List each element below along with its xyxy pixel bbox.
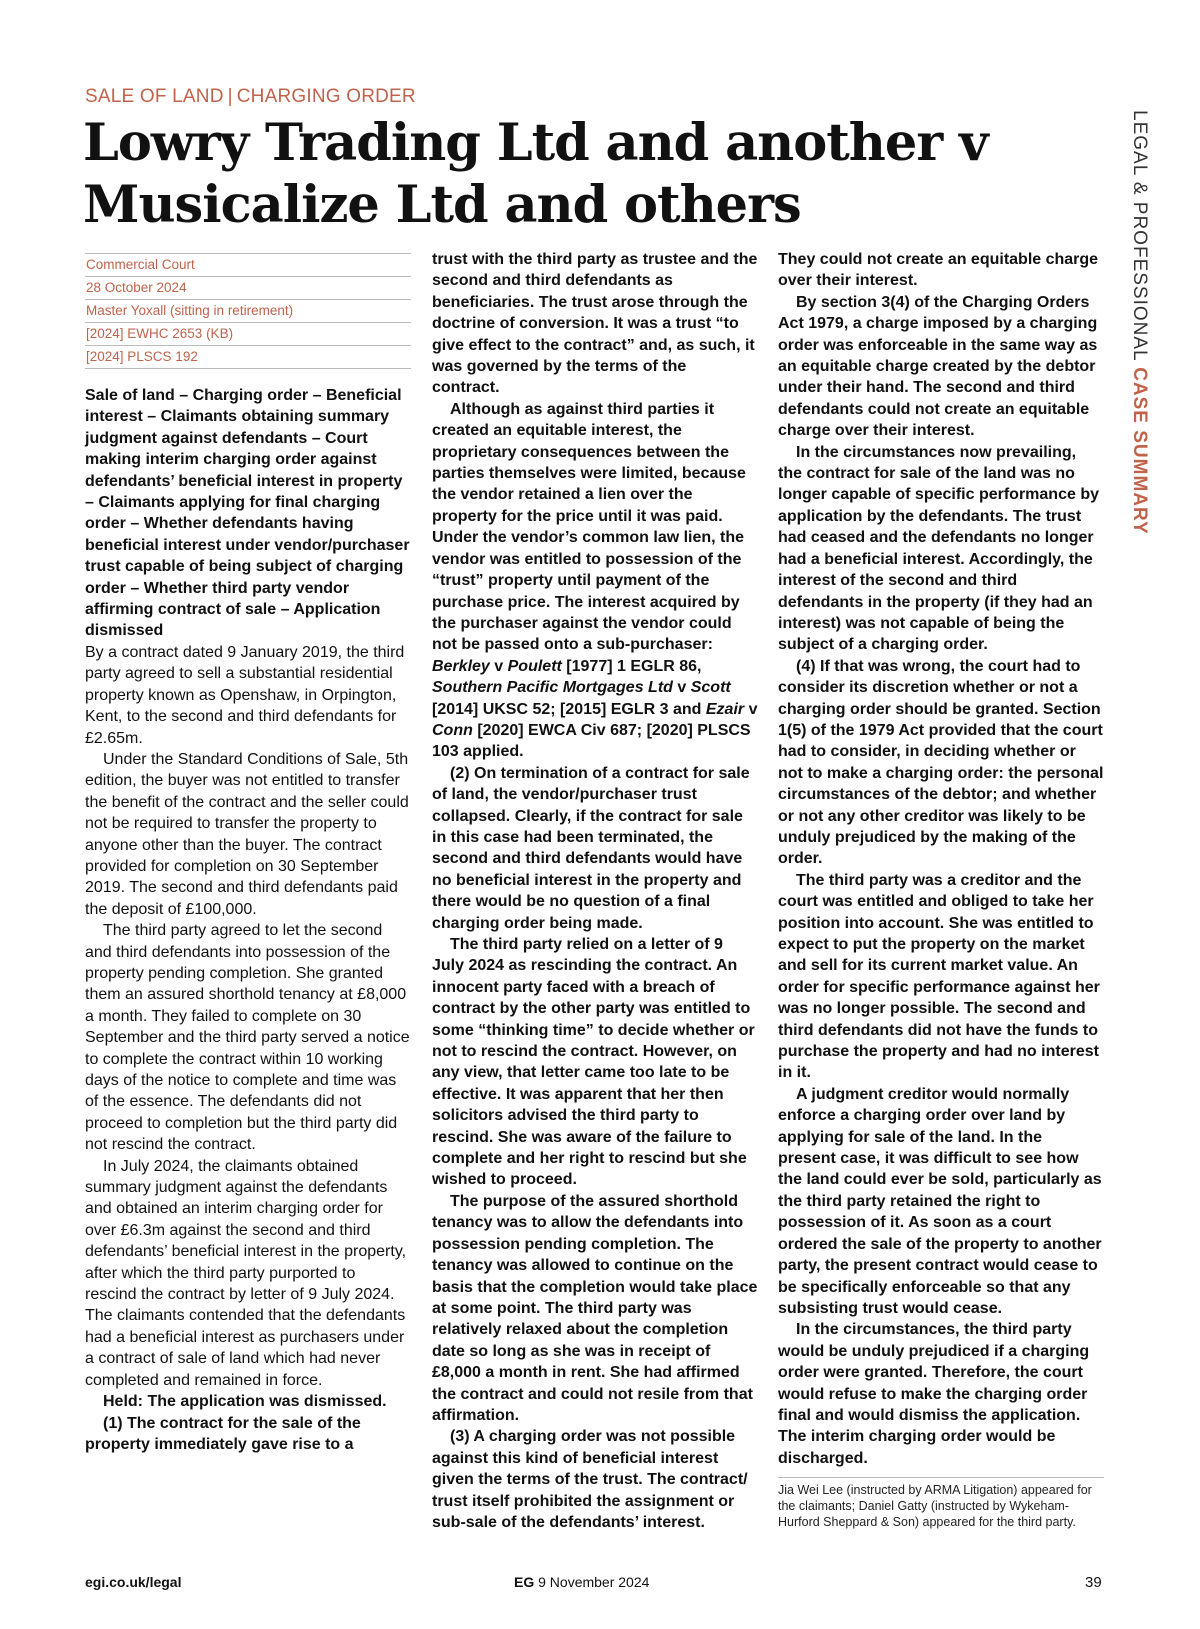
meta-date: 28 October 2024 <box>85 277 411 300</box>
column-3 <box>778 249 1104 1530</box>
citation-ref: [2020] EWCA Civ 687; [2020] PLSCS 103 applied. <box>432 721 751 761</box>
body-paragraph: trust with the third party as trustee and the second and third defendants as beneficiaries. The trust arose through the doctrine of conversion. It was a trust “to give effect to the contract” and, as such, it was governed by the terms of the contract. <box>432 251 758 397</box>
body-paragraph: The third party agreed to let the second and third defendants into possession of the property pending completion. She granted them an assured shorthold tenancy at £8,000 a month. They failed to complete on 30 September and the third party served a notice to complete the contract within 10 working days of the notice to complete and time was of the essence. The defendants did not proceed to completion but the third party did not rescind the contract. <box>85 922 410 1154</box>
held-statement: Held: The application was dismissed. <box>103 1393 387 1411</box>
vertical-section-label <box>1130 110 1170 550</box>
case-name: Scott <box>690 679 731 697</box>
sidebar-accent: CASE SUMMARY <box>1129 367 1150 535</box>
footer-issue <box>514 1574 649 1590</box>
meta-plscs: [2024] PLSCS 192 <box>85 346 411 369</box>
sidebar-section: LEGAL & PROFESSIONAL <box>1129 110 1150 361</box>
kicker-separator: | <box>227 86 233 107</box>
kicker-category: SALE OF LAND <box>85 86 224 107</box>
body-paragraph: In the circumstances, the third party would be unduly prejudiced if a charging order were granted. Therefore, the court would refuse to make the charging order final and would dismiss the application. The interim charging order would be discharged. <box>778 1321 1090 1467</box>
counsel-note: Jia Wei Lee (instructed by ARMA Litigation) appeared for the claimants; Daniel Gatty (instructed by Wykeham-Hurford Sheppard & Son) appeared for the third party. <box>778 1477 1104 1530</box>
body-paragraph: (1) The contract for the sale of the property immediately gave rise to a <box>85 1414 361 1453</box>
body-paragraph: By section 3(4) of the Charging Orders Act 1979, a charge imposed by a charging order was enforceable in the same way as an equitable charge created by the debtor under their hand. The second and third defendants could not create an equitable charge over their interest. <box>778 293 1098 440</box>
body-paragraph: In July 2024, the claimants obtained summary judgment against the defendants and obtained an interim charging order for over £6.3m against the second and third defendants’ beneficial interest in the property, after which the third party purported to rescind the contract by letter of 9 July 2024. The claimants contended that the defendants had a beneficial interest as purchasers under a contract of sale of land which had never completed and remained in force. <box>85 1157 407 1389</box>
versus: v <box>672 679 691 697</box>
page-number: 39 <box>1085 1574 1102 1591</box>
case-name: Conn <box>432 721 473 739</box>
citation-ref: [1977] 1 EGLR 86, <box>561 657 702 675</box>
body-paragraph: (3) A charging order was not possible against this kind of beneficial interest given the terms of the trust. The contract/ trust itself prohibited the assignment or sub-sale of the defendants’ interest. <box>432 1428 748 1531</box>
column-1 <box>85 253 411 1455</box>
body-paragraph: In the circumstances now prevailing, the contract for sale of the land was no longer capable of specific performance by application by the defendants. The trust had ceased and the defendants no longer had a beneficial interest. Accordingly, the interest of the second and third defendants in the property (if they had an interest) was not capable of being the subject of a charging order. <box>778 443 1099 654</box>
body-paragraph: Although as against third parties it created an equitable interest, the proprietary consequences between the parties themselves were limited, because the vendor retained a lien over the property for the price until it was paid. Under the vendor’s common law lien, the vendor was entitled to possession of the “trust” property until payment of the purchase price. The interest acquired by the purchaser against the vendor could not be passed onto a sub-purchaser: <box>432 400 746 654</box>
versus: v <box>744 700 758 718</box>
headnote: Sale of land – Charging order – Beneficial interest – Claimants obtaining summary judgment against defendants – Court making interim charging order against defendants’ beneficial interest in property – Claimants applying for final charging order – Whether defendants having beneficial interest under vendor/purchaser trust capable of being subject of charging order – Whether third party vendor affirming contract of sale – Application dismissed <box>85 387 410 640</box>
body-paragraph: Under the Standard Conditions of Sale, 5th edition, the buyer was not entitled to transfer the benefit of the contract and the seller could not be required to transfer the property to anyone other than the buyer. The contract provided for completion on 30 September 2019. The second and third defendants paid the deposit of £100,000. <box>85 750 409 918</box>
body-paragraph: A judgment creditor would normally enforce a charging order over land by applying for sale of the land. In the present case, it was difficult to see how the land could ever be sold, particularly as the third party retained the right to possession of it. As soon as a court ordered the sale of the property to another party, the present contract would cease to be specifically enforceable so that any subsisting trust would cease. <box>778 1085 1102 1317</box>
meta-judge: Master Yoxall (sitting in retirement) <box>85 300 411 323</box>
meta-citation: [2024] EWHC 2653 (KB) <box>85 323 411 346</box>
case-meta <box>85 253 411 369</box>
footer-website: egi.co.uk/legal <box>85 1574 182 1590</box>
versus: v <box>489 657 508 675</box>
case-citations <box>432 656 758 763</box>
meta-court: Commercial Court <box>85 254 411 277</box>
case-name: Ezair <box>705 700 745 718</box>
case-name: Poulett <box>507 657 562 675</box>
section-kicker <box>85 86 416 108</box>
body-paragraph: By a contract dated 9 January 2019, the third party agreed to sell a substantial residential property known as Openshaw, in Orpington, Kent, to the second and third defendants for £2.65m. <box>85 643 405 747</box>
body-paragraph: (4) If that was wrong, the court had to consider its discretion whether or not a charging order should be granted. Section 1(5) of the 1979 Act provided that the court had to consider, in deciding whether or not to make a charging order: the personal circumstances of the debtor; and whether or not any other creditor was likely to be unduly prejudiced by the making of the order. <box>778 657 1104 868</box>
body-paragraph: (2) On termination of a contract for sale of land, the vendor/purchaser trust collapsed. Clearly, if the contract for sale in this case had been terminated, the second and third defendants would have no beneficial interest in the property and there would be no question of a final charging order being made. <box>432 764 750 932</box>
case-name: Berkley <box>432 657 490 675</box>
kicker-subcategory: CHARGING ORDER <box>236 86 416 107</box>
body-paragraph: The third party relied on a letter of 9 July 2024 as rescinding the contract. An innocent party faced with a breach of contract by the other party was entitled to some “thinking time” to decide whether or not to rescind the contract. However, on any view, that letter came too late to be effective. It was apparent that her then solicitors advised the third party to rescind. She was aware of the failure to complete and her right to rescind but she wished to proceed. <box>432 936 755 1189</box>
case-name: Southern Pacific Mortgages Ltd <box>432 679 673 697</box>
body-paragraph: They could not create an equitable charge over their interest. <box>778 251 1099 290</box>
body-paragraph: The purpose of the assured shorthold tenancy was to allow the defendants into possession pending completion. The tenancy was allowed to continue on the basis that the completion would take place at some point. The third party was relatively relaxed about the completion date so long as she was in receipt of £8,000 a month in rent. She had affirmed the contract and could not resile from that affirmation. <box>432 1192 758 1424</box>
column-2 <box>432 249 758 1533</box>
footer-date: 9 November 2024 <box>534 1574 650 1590</box>
body-paragraph: The third party was a creditor and the court was entitled and obliged to take her position into account. She was entitled to expect to put the property on the market and sell for its current market value. An order for specific performance against her was no longer possible. The second and third defendants did not have the funds to purchase the property and had no interest in it. <box>778 871 1100 1082</box>
footer-brand: EG <box>514 1574 535 1590</box>
article-title: Lowry Trading Ltd and another v Musicalize Ltd and others <box>83 113 988 235</box>
citation-ref: [2014] UKSC 52; [2015] EGLR 3 and <box>432 700 706 718</box>
